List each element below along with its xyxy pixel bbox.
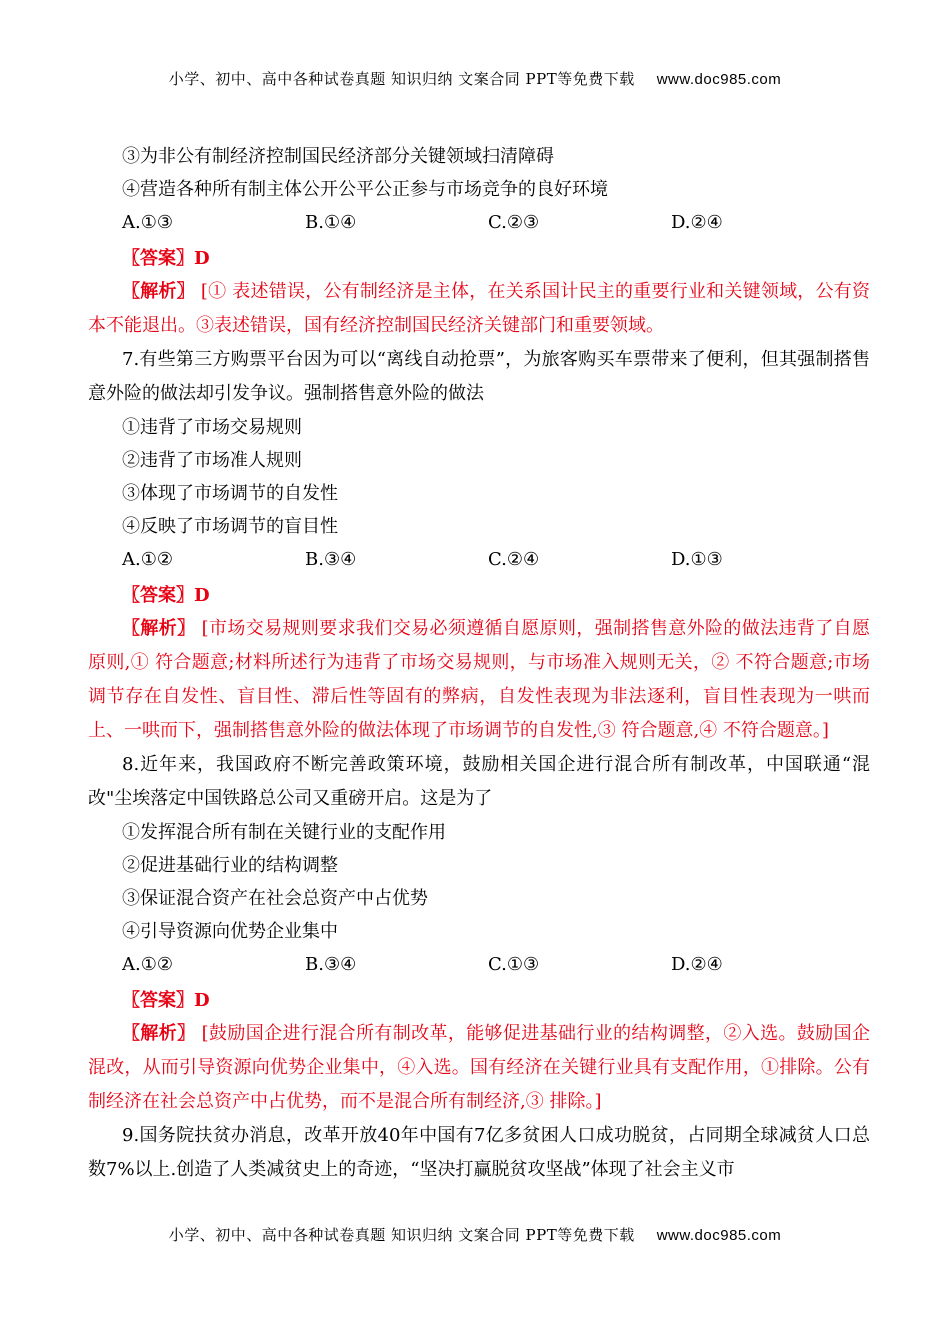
q7-stem: 7.有些第三方购票平台因为可以“离线自动抢票”，为旅客购买车票带来了便利，但其强制搭售意外险的做法却引发争议。强制搭售意外险的做法 [88,349,870,404]
q6-analysis [88,275,870,343]
document-body [88,140,870,1187]
footer-site: www.doc985.com [656,1227,782,1244]
q6-analysis-text: [① 表述错误，公有制经济是主体，在关系国计民主的重要行业和关键领域，公有资本不能退出。③表述错误，国有经济控制国民经济关键部门和重要领域。 [88,281,870,336]
q7-analysis-label: 〖解析〗 [122,618,196,639]
q9-stem: 9.国务院扶贫办消息，改革开放40年中国有7亿多贫困人口成功脱贫，占同期全球减贫人口总数7%以上.创造了人类减贫史上的奇迹，“坚决打赢脱贫攻坚战”体现了社会主义市 [88,1125,870,1180]
q8-choice-d: D.②④ [671,954,723,975]
q8-choices [88,948,870,981]
q6-choice-d: D.②④ [671,212,723,233]
q8-option-3: ③保证混合资产在社会总资产中占优势 [122,888,428,909]
q6-option-4: ④营造各种所有制主体公开公平公正参与市场竞争的良好环境 [122,179,608,200]
q7-answer: 〖答案〗D [122,585,210,606]
q7-analysis-text: [市场交易规则要求我们交易必须遵循自愿原则，强制搭售意外险的做法违背了自愿原则,① 符合题意;材料所述行为违背了市场交易规则，与市场准入规则无关，② 不符合题意;市场调节存在自发性、盲目性、滞后性等固有的弊病，自发性表现为非法逐利，盲目性表现为一哄而上、一哄而下，强制搭售意外险的做法体现了市场调节的自发性,③ 符合题意,④ 不符合题意。] [88,618,870,741]
q7-choice-d: D.①③ [671,549,723,570]
q8-answer: 〖答案〗D [122,990,210,1011]
q6-choice-c: C.②③ [488,212,540,233]
q6-analysis-label: 〖解析〗 [122,281,195,302]
q6-choices [88,206,870,239]
q7-option-1: ①违背了市场交易规则 [122,417,302,438]
header-text: 小学、初中、高中各种试卷真题 知识归纳 文案合同 PPT等免费下载 [168,70,635,88]
q8-stem: 8.近年来，我国政府不断完善政策环境，鼓励相关国企进行混合所有制改革，中国联通“混改"尘埃落定中国铁路总公司又重磅开启。这是为了 [88,754,870,809]
q7-choice-b: B.③④ [305,549,357,570]
q7-option-3: ③体现了市场调节的自发性 [122,483,338,504]
page-header [0,68,950,89]
q7-choice-a: A.①② [122,549,173,570]
q8-option-4: ④引导资源向优势企业集中 [122,921,338,942]
footer-text: 小学、初中、高中各种试卷真题 知识归纳 文案合同 PPT等免费下载 [168,1226,635,1244]
q6-choice-b: B.①④ [305,212,357,233]
page-footer [0,1224,950,1245]
q8-choice-c: C.①③ [488,954,540,975]
q7-option-4: ④反映了市场调节的盲目性 [122,516,338,537]
q6-option-3: ③为非公有制经济控制国民经济部分关键领域扫清障碍 [122,146,554,167]
q7-choices [88,543,870,576]
q7-option-2: ②违背了市场准人规则 [122,450,302,471]
q7-analysis [88,612,870,748]
q8-option-2: ②促进基础行业的结构调整 [122,855,338,876]
q8-analysis-text: [鼓励国企进行混合所有制改革，能够促进基础行业的结构调整，②入选。鼓励国企混改，从而引导资源向优势企业集中，④入选。国有经济在关键行业具有支配作用，①排除。公有制经济在社会总资产中占优势，而不是混合所有制经济,③ 排除。] [88,1023,870,1112]
q6-answer: 〖答案〗D [122,248,210,269]
q8-choice-b: B.③④ [305,954,357,975]
q8-analysis-label: 〖解析〗 [122,1023,196,1044]
q8-choice-a: A.①② [122,954,173,975]
q8-analysis [88,1017,870,1119]
q8-option-1: ①发挥混合所有制在关键行业的支配作用 [122,822,446,843]
q6-choice-a: A.①③ [122,212,173,233]
q7-choice-c: C.②④ [488,549,540,570]
header-site: www.doc985.com [656,71,782,88]
